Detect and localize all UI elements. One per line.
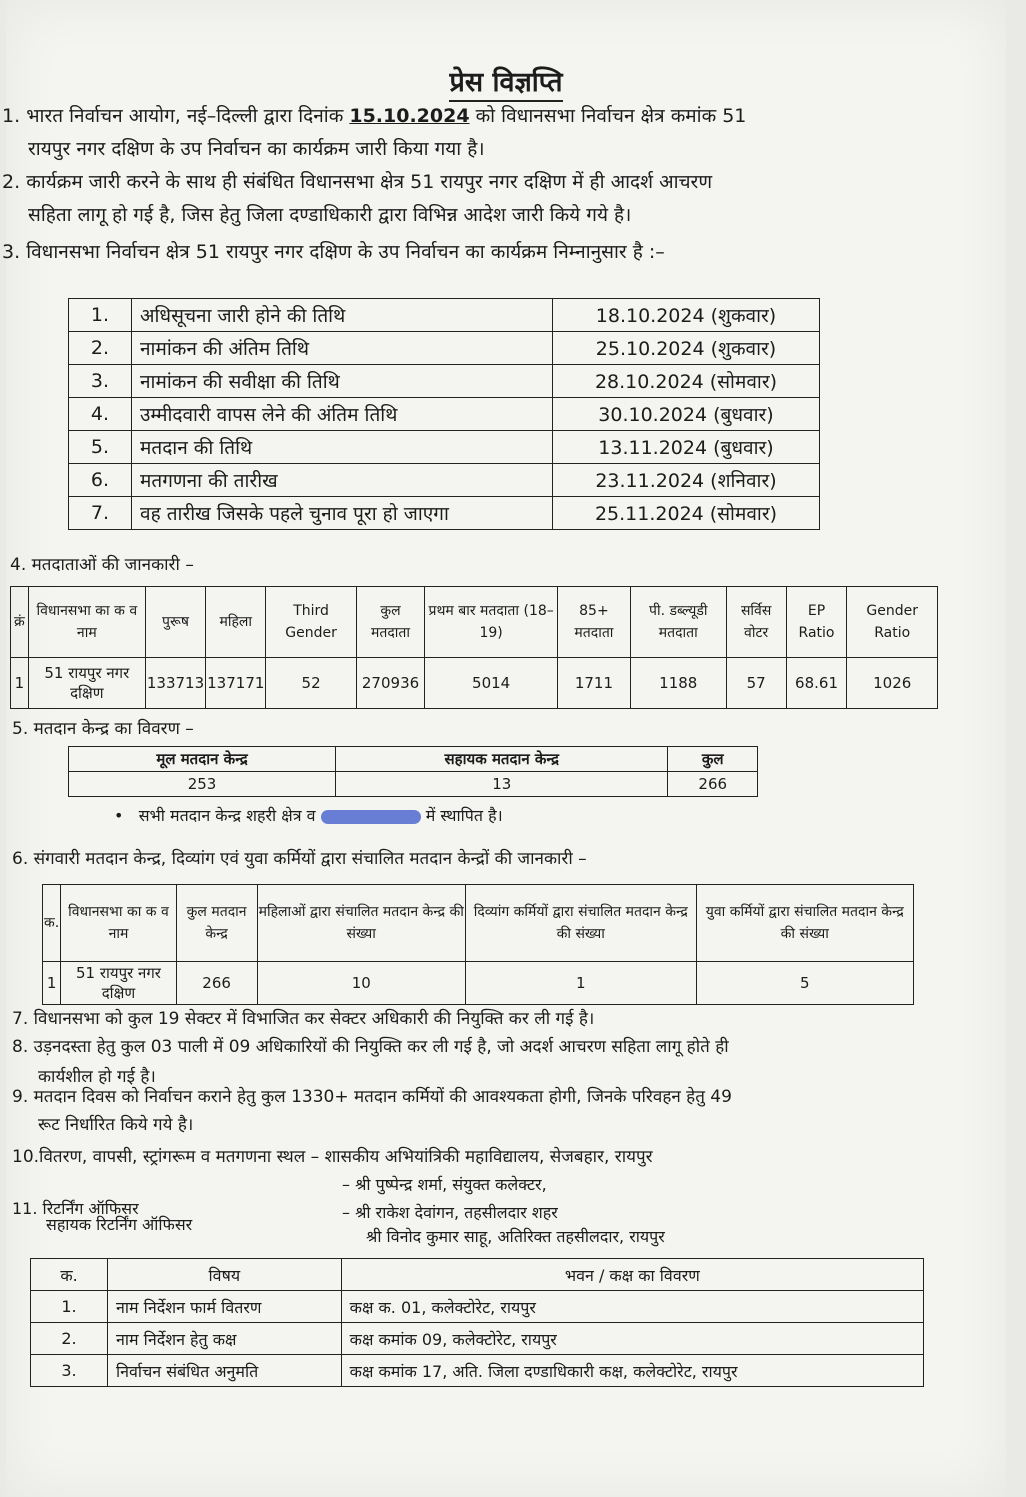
room-row bbox=[31, 1323, 924, 1355]
schedule-row bbox=[69, 464, 820, 497]
paragraph-11-aro: सहायक रिटर्निंग ऑफिसर bbox=[46, 1215, 193, 1234]
voter-table-header: प्रथम बार मतदाता (18–19) bbox=[425, 587, 558, 658]
room-row bbox=[31, 1355, 924, 1387]
schedule-row bbox=[69, 398, 820, 431]
voter-table-cell: 1711 bbox=[557, 658, 630, 709]
schedule-event: वह तारीख जिसके पहले चुनाव पूरा हो जाएगा bbox=[132, 497, 553, 530]
schedule-number: 1. bbox=[69, 299, 132, 332]
schedule-event: अधिसूचना जारी होने की तिथि bbox=[132, 299, 553, 332]
paragraph-8: 8. उड़नदस्ता हेतु कुल 03 पाली में 09 अधिकारियों की नियुक्ति कर ली गई है, जो अदर्श आचरण सहिता लागू होते ही bbox=[12, 1037, 729, 1057]
voter-table-header: क्रं bbox=[11, 587, 29, 658]
room-number: 3. bbox=[31, 1355, 108, 1387]
paragraph-9-line-2: रूट निर्धारित किये गये है। bbox=[38, 1115, 194, 1135]
voter-table-cell: 57 bbox=[726, 658, 786, 709]
polling-station-header: मूल मतदान केन्द्र bbox=[69, 747, 336, 772]
schedule-date: 25.10.2024 (शुकवार) bbox=[553, 332, 820, 365]
voter-table-cell: 5014 bbox=[425, 658, 558, 709]
room-row bbox=[31, 1291, 924, 1323]
room-number: 2. bbox=[31, 1323, 108, 1355]
voter-table-cell: 68.61 bbox=[786, 658, 847, 709]
room-table-header: विषय bbox=[108, 1259, 342, 1291]
aro-name-1: – श्री राकेश देवांगन, तहसीलदार शहर bbox=[342, 1203, 558, 1222]
polling-station-header: सहायक मतदान केन्द्र bbox=[336, 747, 668, 772]
room-place: कक्ष क. 01, कलेक्टोरेट, रायपुर bbox=[341, 1291, 923, 1323]
voter-table-header: EP Ratio bbox=[786, 587, 847, 658]
voter-table-cell: 137171 bbox=[206, 658, 266, 709]
special-polling-header: युवा कर्मियों द्वारा संचालित मतदान केन्द्र की संख्या bbox=[696, 885, 913, 962]
special-polling-header: कुल मतदान केन्द्र bbox=[176, 885, 257, 962]
schedule-row bbox=[69, 365, 820, 398]
special-polling-cell: 1 bbox=[465, 962, 696, 1005]
room-subject: नाम निर्देशन फार्म वितरण bbox=[108, 1291, 342, 1323]
schedule-date: 30.10.2024 (बुधवार) bbox=[553, 398, 820, 431]
ro-name: – श्री पुष्पेन्द्र शर्मा, संयुक्त कलेक्टर, bbox=[342, 1175, 547, 1194]
voter-table-cell: 51 रायपुर नगर दक्षिण bbox=[28, 658, 145, 709]
schedule-number: 4. bbox=[69, 398, 132, 431]
special-polling-header: महिलाओं द्वारा संचालित मतदान केन्द्र की संख्या bbox=[257, 885, 465, 962]
room-place: कक्ष कमांक 09, कलेक्टोरेट, रायपुर bbox=[341, 1323, 923, 1355]
schedule-event: नामांकन की सवीक्षा की तिथि bbox=[132, 365, 553, 398]
voter-table-header: Gender Ratio bbox=[847, 587, 938, 658]
special-polling-cell: 266 bbox=[176, 962, 257, 1005]
schedule-table bbox=[68, 298, 820, 530]
special-polling-cell: 51 रायपुर नगर दक्षिण bbox=[61, 962, 177, 1005]
schedule-date: 13.11.2024 (बुधवार) bbox=[553, 431, 820, 464]
schedule-number: 2. bbox=[69, 332, 132, 365]
polling-station-header: कुल bbox=[668, 747, 758, 772]
paragraph-2-line-2: सहिता लागू हो गई है, जिस हेतु जिला दण्डाधिकारी द्वारा विभिन्न आदेश जारी किये गये है। bbox=[28, 204, 632, 226]
bullet-icon: • bbox=[114, 806, 124, 825]
schedule-number: 6. bbox=[69, 464, 132, 497]
paragraph-10: 10.वितरण, वापसी, स्ट्रांगरूम व मतगणना स्थल – शासकीय अभियांत्रिकी महाविद्यालय, सेजबहार, रायपुर bbox=[12, 1147, 653, 1167]
voter-table-header: पी. डब्ल्यूडी मतदाता bbox=[630, 587, 726, 658]
schedule-date: 23.11.2024 (शनिवार) bbox=[553, 464, 820, 497]
special-polling-header: दिव्यांग कर्मियों द्वारा संचालित मतदान केन्द्र की संख्या bbox=[465, 885, 696, 962]
schedule-row bbox=[69, 332, 820, 365]
schedule-date: 28.10.2024 (सोमवार) bbox=[553, 365, 820, 398]
paragraph-7: 7. विधानसभा को कुल 19 सेक्टर में विभाजित कर सेक्टर अधिकारी की नियुक्ति कर ली गई है। bbox=[12, 1009, 595, 1029]
room-details-table bbox=[30, 1258, 924, 1387]
section-4-title: 4. मतदाताओं की जानकारी – bbox=[10, 555, 194, 575]
room-subject: निर्वाचन संबंधित अनुमति bbox=[108, 1355, 342, 1387]
paragraph-9: 9. मतदान दिवस को निर्वाचन कराने हेतु कुल 1330+ मतदान कर्मियों की आवश्यकता होगी, जिनके परिवहन हेतु 49 bbox=[12, 1087, 732, 1107]
special-polling-header: विधानसभा का क व नाम bbox=[61, 885, 177, 962]
room-place: कक्ष कमांक 17, अति. जिला दण्डाधिकारी कक्ष, कलेक्टोरेट, रायपुर bbox=[341, 1355, 923, 1387]
room-table-header: क. bbox=[31, 1259, 108, 1291]
press-release-page bbox=[2, 0, 1006, 1497]
voter-table-header: कुल मतदाता bbox=[356, 587, 425, 658]
voter-table-header: सर्विस वोटर bbox=[726, 587, 786, 658]
voter-table-header: विधानसभा का क व नाम bbox=[28, 587, 145, 658]
schedule-date: 18.10.2024 (शुकवार) bbox=[553, 299, 820, 332]
schedule-row bbox=[69, 497, 820, 530]
schedule-event: मतदान की तिथि bbox=[132, 431, 553, 464]
paragraph-1: 1. भारत निर्वाचन आयोग, नई–दिल्ली द्वारा दिनांक 15.10.2024 को विधानसभा निर्वाचन क्षेत्र कमांक 51 bbox=[2, 105, 747, 127]
voter-table-cell: 1188 bbox=[630, 658, 726, 709]
polling-station-cell: 253 bbox=[69, 772, 336, 797]
voter-table-header: महिला bbox=[206, 587, 266, 658]
special-polling-table bbox=[42, 884, 914, 1005]
schedule-number: 5. bbox=[69, 431, 132, 464]
page-title: प्रेस विज्ञप्ति bbox=[6, 62, 1006, 99]
schedule-row bbox=[69, 431, 820, 464]
section-6-title: 6. संगवारी मतदान केन्द्र, दिव्यांग एवं युवा कर्मियों द्वारा संचालित मतदान केन्द्रों की जानकारी – bbox=[12, 849, 587, 869]
paragraph-2: 2. कार्यक्रम जारी करने के साथ ही संबंधित विधानसभा क्षेत्र 51 रायपुर नगर दक्षिण में ही आदर्श आचरण bbox=[2, 171, 713, 193]
voter-table-cell: 52 bbox=[266, 658, 356, 709]
polling-station-cell: 13 bbox=[336, 772, 668, 797]
voter-table-cell: 133713 bbox=[145, 658, 205, 709]
voter-table-header: Third Gender bbox=[266, 587, 356, 658]
schedule-row bbox=[69, 299, 820, 332]
schedule-number: 7. bbox=[69, 497, 132, 530]
special-polling-cell: 10 bbox=[257, 962, 465, 1005]
voter-table-header: 85+ मतदाता bbox=[557, 587, 630, 658]
aro-name-2: श्री विनोद कुमार साहू, अतिरिक्त तहसीलदार, रायपुर bbox=[366, 1227, 665, 1246]
schedule-event: उम्मीदवारी वापस लेने की अंतिम तिथि bbox=[132, 398, 553, 431]
room-subject: नाम निर्देशन हेतु कक्ष bbox=[108, 1323, 342, 1355]
voter-info-table bbox=[10, 586, 938, 709]
special-polling-cell: 1 bbox=[43, 962, 61, 1005]
paragraph-1-line-2: रायपुर नगर दक्षिण के उप निर्वाचन का कार्यक्रम जारी किया गया है। bbox=[28, 138, 485, 160]
polling-station-table bbox=[68, 746, 758, 797]
polling-station-cell: 266 bbox=[668, 772, 758, 797]
special-polling-cell: 5 bbox=[696, 962, 913, 1005]
schedule-number: 3. bbox=[69, 365, 132, 398]
voter-table-header: पुरूष bbox=[145, 587, 205, 658]
paragraph-3: 3. विधानसभा निर्वाचन क्षेत्र 51 रायपुर नगर दक्षिण के उप निर्वाचन का कार्यक्रम निम्नानुसार है :– bbox=[2, 241, 665, 263]
polling-station-note: • सभी मतदान केन्द्र शहरी क्षेत्र व में स्थापित है। bbox=[114, 806, 503, 825]
ink-scribble bbox=[321, 810, 421, 824]
paragraph-11-ro: 11. रिटर्निंग ऑफिसर bbox=[12, 1199, 139, 1218]
schedule-event: नामांकन की अंतिम तिथि bbox=[132, 332, 553, 365]
voter-table-cell: 270936 bbox=[356, 658, 425, 709]
special-polling-header: क. bbox=[43, 885, 61, 962]
section-5-title: 5. मतदान केन्द्र का विवरण – bbox=[12, 719, 194, 739]
voter-table-cell: 1 bbox=[11, 658, 29, 709]
room-number: 1. bbox=[31, 1291, 108, 1323]
paragraph-8-line-2: कार्यशील हो गई है। bbox=[38, 1067, 156, 1087]
voter-table-cell: 1026 bbox=[847, 658, 938, 709]
schedule-date: 25.11.2024 (सोमवार) bbox=[553, 497, 820, 530]
schedule-event: मतगणना की तारीख bbox=[132, 464, 553, 497]
room-table-header: भवन / कक्ष का विवरण bbox=[341, 1259, 923, 1291]
